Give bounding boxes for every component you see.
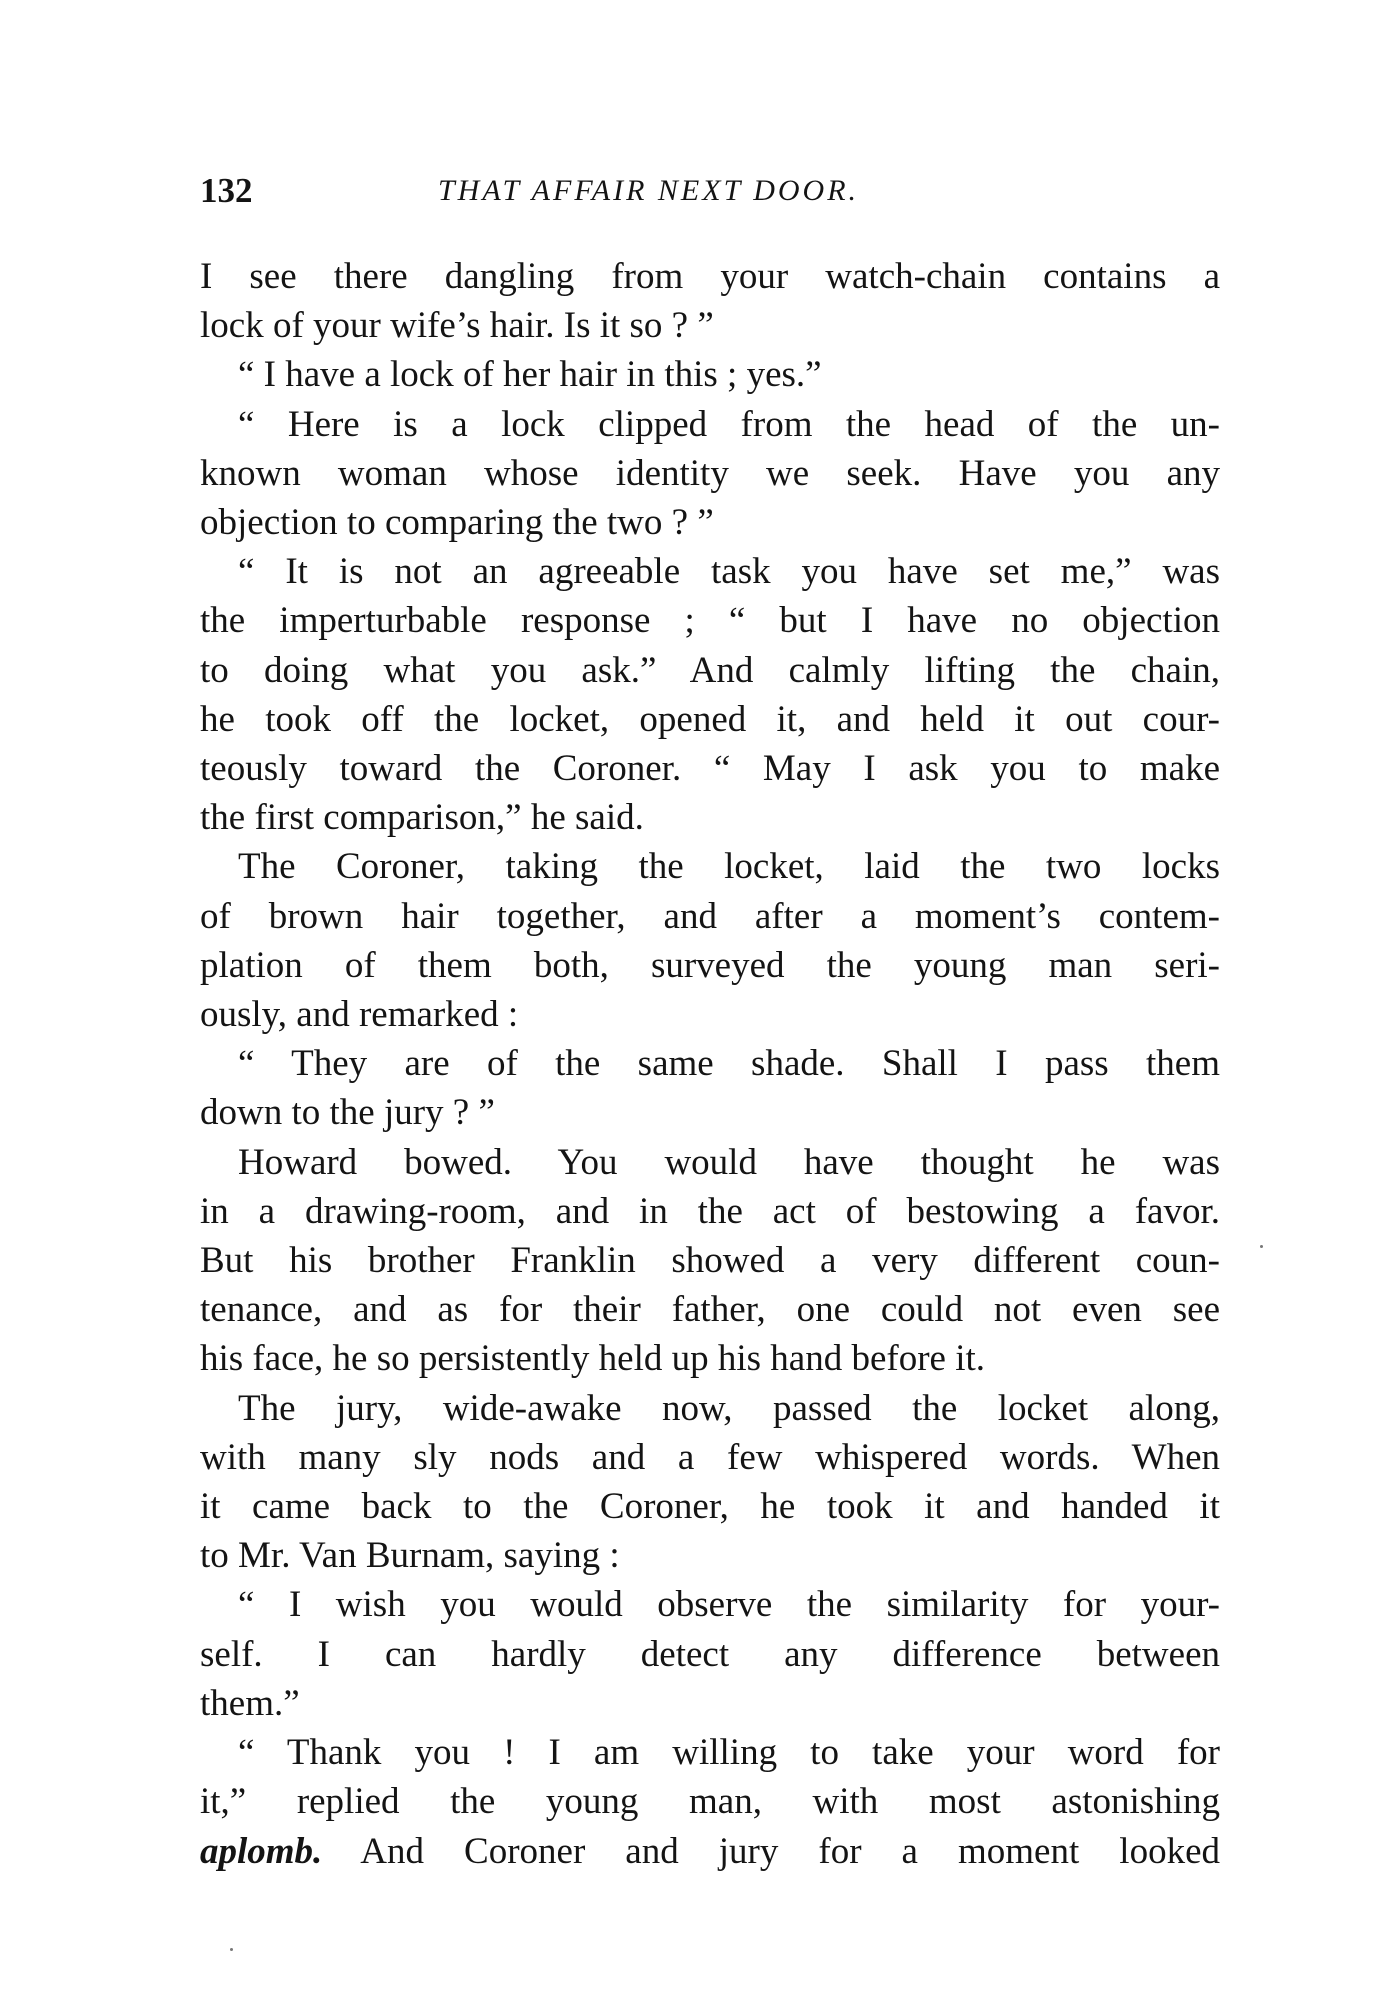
text-line: of brown hair together, and after a moment’s contem-: [200, 895, 1220, 937]
text-line: his face, he so persistently held up his hand before it.: [200, 1338, 986, 1380]
text-line: the imperturbable response ; “ but I have no objection: [200, 600, 1220, 642]
text-line: it,” replied the young man, with most astonishing: [200, 1781, 1220, 1823]
text-line: lock of your wife’s hair. Is it so ? ”: [200, 305, 714, 347]
text-line: it came back to the Coroner, he took it and handed it: [200, 1486, 1220, 1528]
paper-speck: [1260, 1245, 1263, 1248]
text-line: to Mr. Van Burnam, saying :: [200, 1535, 620, 1577]
text-line: teously toward the Coroner. “ May I ask you to make: [200, 748, 1220, 790]
emphasized-word: aplomb.: [200, 1830, 323, 1872]
page-number: 132: [200, 171, 253, 210]
running-title: THAT AFFAIR NEXT DOOR.: [438, 174, 860, 207]
text-line: I see there dangling from your watch-chain contains a: [200, 256, 1220, 297]
text-line: “ They are of the same shade. Shall I pass them: [238, 1043, 1220, 1085]
text-line: “ It is not an agreeable task you have set me,” was: [238, 551, 1220, 593]
body-text: [200, 252, 1220, 1876]
text-line: to doing what you ask.” And calmly lifting the chain,: [200, 649, 1220, 691]
text-line: them.”: [200, 1682, 300, 1724]
text-line: he took off the locket, opened it, and held it out cour-: [200, 698, 1220, 740]
text-line: plation of them both, surveyed the young man seri-: [200, 944, 1220, 986]
text-line: ously, and remarked :: [200, 994, 519, 1036]
text-line: But his brother Franklin showed a very different coun-: [200, 1240, 1220, 1282]
text-line: The jury, wide-awake now, passed the locket along,: [238, 1387, 1220, 1429]
text-line: tenance, and as for their father, one could not even see: [200, 1289, 1220, 1331]
text-line: “ Thank you ! I am willing to take your word for: [238, 1732, 1220, 1774]
text-line: [200, 1827, 1220, 1876]
text-line: known woman whose identity we seek. Have you any: [200, 452, 1220, 494]
text-line: self. I can hardly detect any difference between: [200, 1633, 1220, 1675]
text-line: in a drawing-room, and in the act of bestowing a favor.: [200, 1190, 1220, 1232]
text-line: with many sly nods and a few whispered words. When: [200, 1436, 1220, 1478]
running-header: [200, 166, 1220, 216]
text-line: objection to comparing the two ? ”: [200, 502, 714, 544]
text-line: “ Here is a lock clipped from the head of the un-: [238, 403, 1220, 445]
line-remainder: And Coroner and jury for a moment looked: [322, 1830, 1220, 1872]
text-line: The Coroner, taking the locket, laid the two locks: [238, 846, 1220, 888]
text-line: “ I wish you would observe the similarity for your-: [238, 1584, 1220, 1626]
text-line: down to the jury ? ”: [200, 1092, 495, 1134]
text-line: Howard bowed. You would have thought he was: [238, 1141, 1220, 1183]
text-line: “ I have a lock of her hair in this ; yes.”: [238, 354, 822, 396]
paper-speck: [230, 1948, 233, 1951]
text-line: the first comparison,” he said.: [200, 797, 644, 839]
